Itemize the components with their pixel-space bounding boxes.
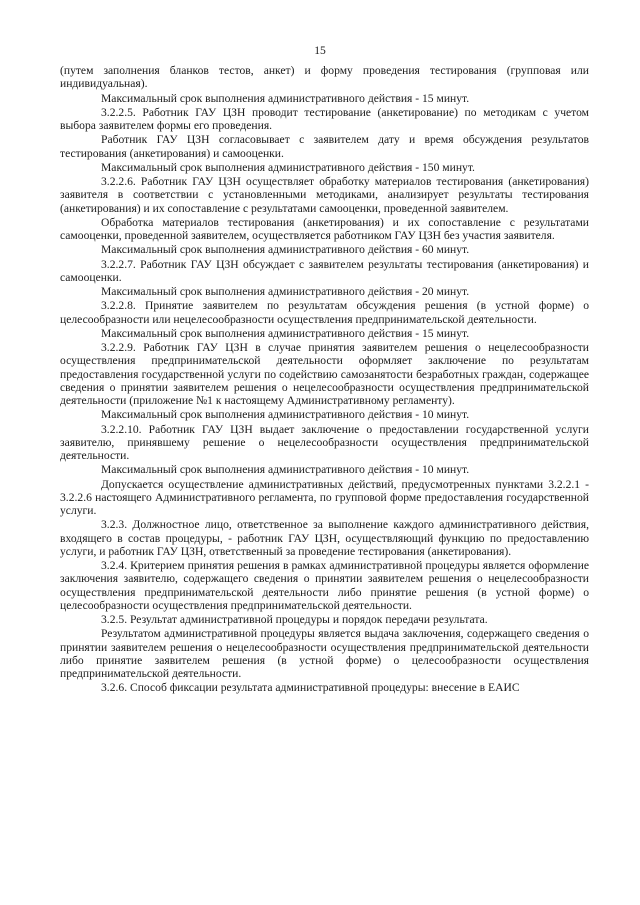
paragraph: Максимальный срок выполнения административного действия - 60 минут. xyxy=(101,243,470,257)
paragraph: Работник ГАУ ЦЗН согласовывает с заявителем дату и время обсуждения результатов тестирования (анкетирования) и самооценки. xyxy=(60,133,589,160)
paragraph: Допускается осуществление административных действий, предусмотренных пунктами 3.2.2.1 - 3.2.2.6 настоящего Административного регламента, по групповой форме предоставления государственной услуги. xyxy=(60,477,589,517)
paragraph: 3.2.2.9. Работник ГАУ ЦЗН в случае принятия заявителем решения о нецелесообразности осуществления предпринимательской деятельности оформляет заключение по результатам предоставления государственной услуги по содействию самозанятости безработных граждан, содержащее сведения о принятии заявителем решения о нецелесообразности осуществления предпринимательской деятельности (приложение №1 к настоящему Административному регламенту). xyxy=(60,341,589,407)
paragraph: 3.2.2.7. Работник ГАУ ЦЗН обсуждает с заявителем результаты тестирования (анкетирования) и самооценки. xyxy=(60,257,589,284)
paragraph: 3.2.3. Должностное лицо, ответственное за выполнение каждого административного действия, входящего в состав процедуры, - работник ГАУ ЦЗН, осуществляющий функцию по предоставлению услуги, и работник ГАУ ЦЗН, ответственный за проведение тестирования (анкетирования). xyxy=(60,518,589,558)
paragraph: 3.2.4. Критерием принятия решения в рамках административной процедуры является оформление заключения заявителю, содержащего сведения о принятии заявителем решения о нецелесообразности осуществления предпринимательской деятельности либо принятие решения (в устной форме) о целесообразности осуществления предпринимательской деятельности. xyxy=(60,559,589,612)
page-number: 15 xyxy=(314,44,326,57)
paragraph: Максимальный срок выполнения административного действия - 20 минут. xyxy=(101,285,470,298)
paragraph: 3.2.5. Результат административной процедуры и порядок передачи результата. xyxy=(101,613,488,626)
paragraph: Максимальный срок выполнения административного действия - 10 минут. xyxy=(101,408,470,422)
document-body xyxy=(60,64,589,696)
paragraph: Максимальный срок выполнения административного действия - 15 минут. xyxy=(101,91,470,105)
paragraph: 3.2.2.6. Работник ГАУ ЦЗН осуществляет обработку материалов тестирования (анкетирования) заявителя в соответствии с установленными методиками, анализирует результаты тестирования (анкетирования) и их сопоставление с результатами самооценки, проведенной заявителем. xyxy=(60,175,589,215)
paragraph: 3.2.2.5. Работник ГАУ ЦЗН проводит тестирование (анкетирование) по методикам с учетом выбора заявителем формы его проведения. xyxy=(60,105,589,132)
paragraph: 3.2.2.10. Работник ГАУ ЦЗН выдает заключение о предоставлении государственной услуги заявителю, принявшему решение о нецелесообразности осуществления предпринимательской деятельности. xyxy=(60,422,589,462)
paragraph: (путем заполнения бланков тестов, анкет) и форму проведения тестирования (групповая или индивидуальная). xyxy=(60,64,589,91)
paragraph: 3.2.2.8. Принятие заявителем по результатам обсуждения решения (в устной форме) о целесообразности или нецелесообразности осуществления предпринимательской деятельности. xyxy=(60,299,589,326)
paragraph: 3.2.6. Способ фиксации результата административной процедуры: внесение в ЕАИС xyxy=(101,681,520,695)
paragraph: Максимальный срок выполнения административного действия - 10 минут. xyxy=(101,463,470,477)
paragraph: Обработка материалов тестирования (анкетирования) и их сопоставление с результатами самооценки, проведенной заявителем, осуществляется работником ГАУ ЦЗН без участия заявителя. xyxy=(60,215,589,242)
paragraph: Максимальный срок выполнения административного действия - 150 минут. xyxy=(101,160,475,174)
paragraph: Максимальный срок выполнения административного действия - 15 минут. xyxy=(101,326,470,340)
paragraph: Результатом административной процедуры является выдача заключения, содержащего сведения о принятии заявителем решения о нецелесообразности осуществления предпринимательской деятельности либо принятие заявителем решения (в устной форме) о целесообразности осуществления предпринимательской деятельности. xyxy=(60,627,589,680)
